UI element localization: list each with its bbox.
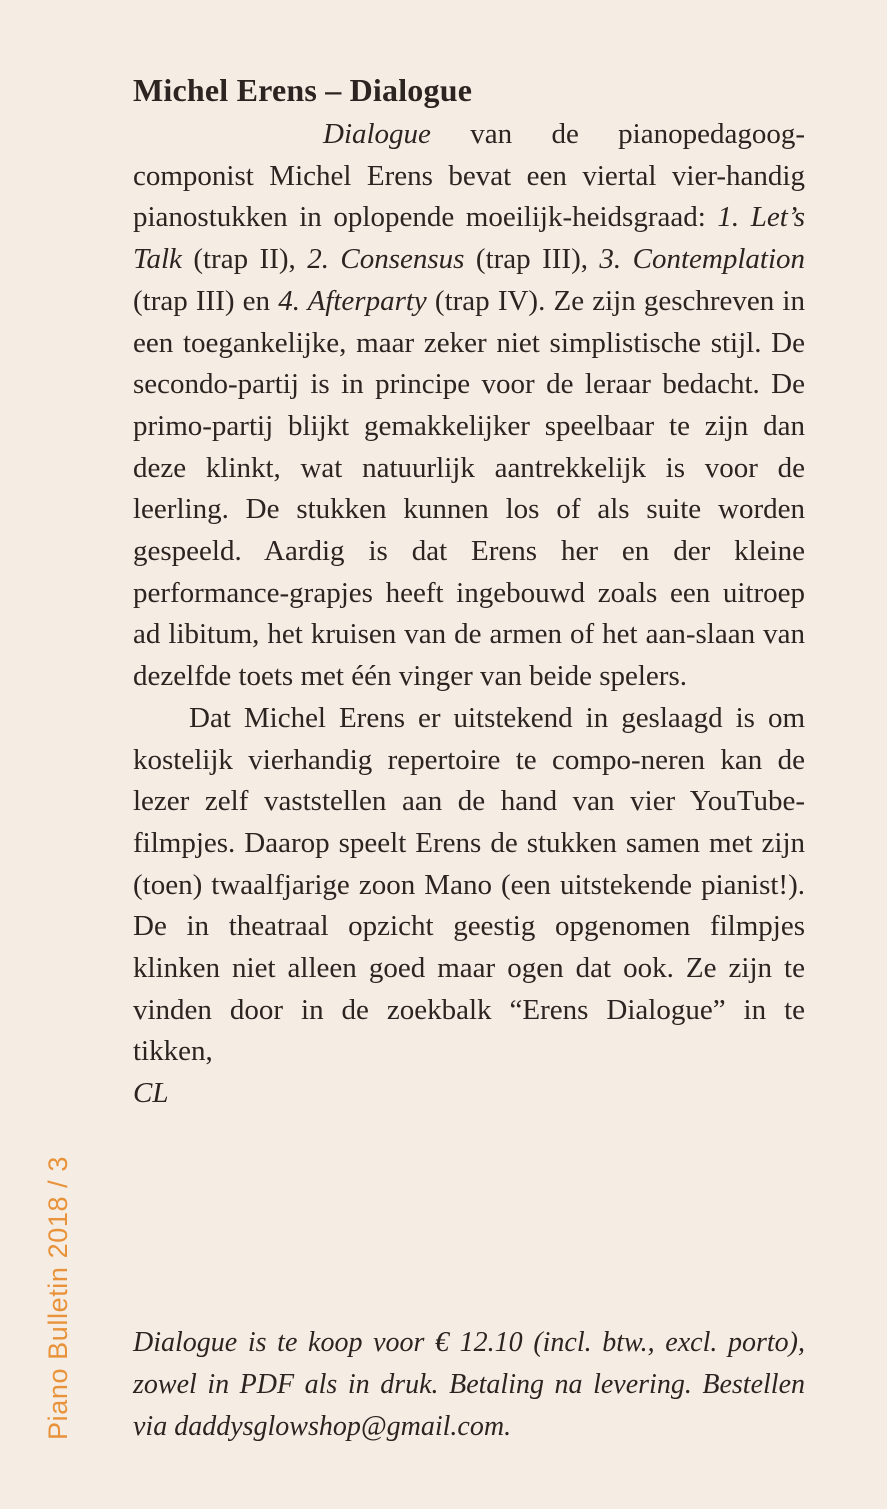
publication-label: Piano Bulletin 2018 / 3 bbox=[43, 1156, 73, 1440]
italic-text-run: 4. Afterparty bbox=[278, 284, 427, 317]
article-paragraph-2: Dat Michel Erens er uitstekend in geslaagd is om kostelijk vierhandig repertoire te compo-neren kan de lezer zelf vaststellen aan de hand van vier YouTube-filmpjes. Daarop speelt Erens de stukken samen met zijn (toen) twaalfjarige zoon Mano (een uitstekende pianist!). De in theatraal opzicht geestig opgenomen filmpjes klinken niet alleen goed maar ogen dat ook. Ze zijn te vinden door in de zoekbalk “Erens Dialogue” in te tikken, bbox=[133, 701, 805, 1068]
text-run: (trap III) en bbox=[133, 284, 279, 317]
text-run: van de pianopedagoog-componist Michel Erens bevat een viertal vier-handig pianostukken in oplopende moeilijk-heidsgraad: bbox=[133, 118, 805, 234]
text-run: (trap III), bbox=[464, 243, 600, 276]
italic-text-run: Dialogue bbox=[323, 118, 431, 150]
text-run: (trap II), bbox=[181, 243, 308, 276]
italic-text-run: 3. Contemplation bbox=[599, 243, 805, 276]
text-run: (trap IV). Ze zijn geschreven in een toegankelijke, maar zeker niet simplistische stijl. De secondo-partij is in principe voor de leraar bedacht. De primo-partij blijkt gemakkelijker speelbaar te zijn dan deze klinkt, wat natuurlijk aantrekkelijk is voor de leerling. De stukken kunnen los of als suite worden gespeeld. Aardig is dat Erens her en der kleine performance-grapjes heeft ingebouwd zoals een uitroep ad libitum, het kruisen van de armen of het aan-slaan van dezelfde toets met één vinger van beide spelers. bbox=[133, 284, 805, 693]
purchase-note: Dialogue is te koop voor € 12.10 (incl. btw., excl. porto), zowel in PDF als in druk. Betaling na levering. Bestellen via daddysglowshop@gmail.com. bbox=[133, 1327, 805, 1442]
author-initials: CL bbox=[133, 1077, 169, 1110]
italic-text-run: 2. Consensus bbox=[307, 243, 465, 276]
italic-text-run: 1. Let’s Talk bbox=[133, 201, 805, 276]
article-title: Michel Erens – Dialogue bbox=[133, 72, 473, 108]
review-article bbox=[133, 66, 805, 1115]
article-paragraph-1 bbox=[133, 114, 805, 698]
